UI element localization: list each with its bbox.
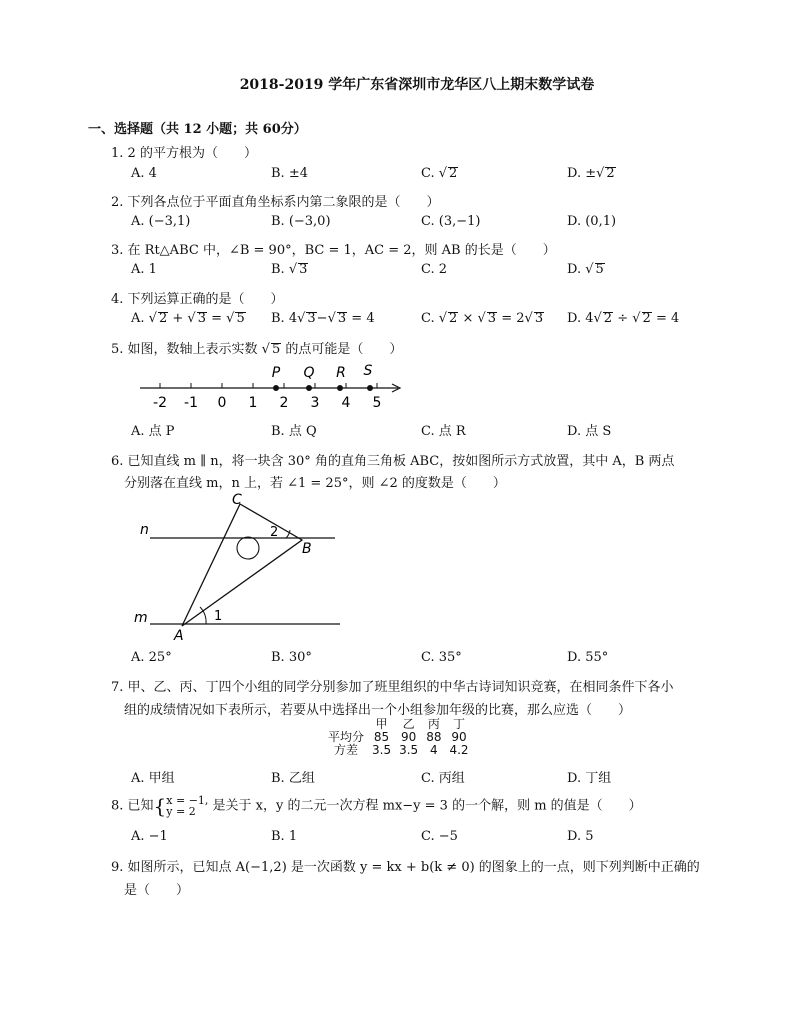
tick-label: 0	[217, 395, 227, 411]
q1-option-d: D. ±√ 2	[567, 166, 615, 181]
point-label: P	[271, 365, 281, 381]
row-label: 方差	[334, 743, 359, 757]
score-table	[324, 718, 473, 757]
tick-label: 2	[279, 395, 289, 411]
q2-option-d: D. (0,1)	[567, 214, 617, 229]
question-5-stem: 5. 如图，数轴上表示实数 √ 5 的点可能是（ ）	[111, 342, 403, 357]
q5-option-c: C. 点 R	[421, 424, 466, 439]
question-2-stem: 2. 下列各点位于平面直角坐标系内第二象限的是（ ）	[111, 195, 440, 210]
q3-option-b: B. √ 3	[271, 262, 308, 277]
question-8-stem: 8. 已知{x = −1, y = 2 是关于 x，y 的二元一次方程 mx−y = 3 的一个解，则 m 的值是（ ）	[111, 794, 642, 818]
table-header-cell: 乙	[402, 717, 415, 731]
row-label: 平均分	[328, 730, 365, 744]
q2-option-a: A. (−3,1)	[131, 214, 191, 229]
table-row: 方差 3.5 3.5 4 4.2	[324, 744, 473, 757]
label-c: C	[232, 492, 242, 508]
label-m: m	[134, 610, 148, 626]
section-heading: 一、选择题（共 12 小题；共 60分）	[88, 122, 307, 137]
question-7-stem-line2: 组的成绩情况如下表所示，若要从中选择出一个小组参加年级的比赛，那么应选（ ）	[124, 703, 632, 718]
table-header-cell: 丙	[427, 717, 440, 731]
q5-option-a: A. 点 P	[131, 424, 175, 439]
q8-option-b: B. 1	[271, 829, 298, 844]
q3-option-c: C. 2	[421, 262, 448, 277]
q7-option-c: C. 丙组	[421, 771, 465, 786]
label-a: A	[174, 628, 184, 642]
question-7-stem-line1: 7. 甲、乙、丙、丁四个小组的同学分别参加了班里组织的中华古诗词知识竞赛，在相同条件下各小	[111, 680, 674, 695]
q1-option-c: C. √ 2	[421, 166, 458, 181]
q5-option-d: D. 点 S	[567, 424, 612, 439]
point-label: R	[336, 365, 346, 381]
q4-option-c: C. √ 2 × √ 3 = 2√ 3	[421, 311, 544, 326]
page-title: 2018-2019 学年广东省深圳市龙华区八上期末数学试卷	[239, 77, 595, 93]
q4-option-a: A. √ 2 + √ 3 = √ 5	[131, 311, 245, 326]
label-1: 1	[214, 609, 223, 624]
number-line-ticks	[160, 383, 377, 388]
q7-option-d: D. 丁组	[567, 771, 612, 786]
q2-option-c: C. (3,−1)	[421, 214, 481, 229]
q4-option-b: B. 4√ 3−√ 3 = 4	[271, 311, 375, 326]
q1-option-b: B. ±4	[271, 166, 308, 181]
q6-option-a: A. 25°	[131, 650, 172, 665]
q3-option-d: D. √ 5	[567, 262, 604, 277]
question-9-stem-line2: 是（ ）	[124, 883, 190, 898]
number-line-figure	[130, 358, 410, 414]
tick-label: 3	[310, 395, 320, 411]
triangle-hole	[237, 537, 259, 559]
q2-option-b: B. (−3,0)	[271, 214, 331, 229]
point-q	[306, 385, 312, 391]
question-4-stem: 4. 下列运算正确的是（ ）	[111, 292, 284, 307]
q6-option-b: B. 30°	[271, 650, 312, 665]
table-header-cell: 甲	[375, 717, 388, 731]
tick-label: 5	[372, 395, 382, 411]
point-label: Q	[303, 365, 315, 381]
question-6-stem-line2: 分别落在直线 m，n 上，若 ∠1 = 25°，则 ∠2 的度数是（ ）	[124, 476, 506, 491]
q6-option-c: C. 35°	[421, 650, 462, 665]
q5-option-b: B. 点 Q	[271, 424, 317, 439]
q7-option-b: B. 乙组	[271, 771, 315, 786]
point-p	[273, 385, 279, 391]
tick-label: 4	[341, 395, 351, 411]
label-2: 2	[270, 525, 279, 540]
q8-option-a: A. −1	[131, 829, 168, 844]
label-b: B	[302, 541, 312, 557]
q8-option-d: D. 5	[567, 829, 594, 844]
table-header-cell: 丁	[453, 717, 466, 731]
label-n: n	[140, 522, 149, 538]
q4-option-d: D. 4√ 2 ÷ √ 2 = 4	[567, 311, 680, 326]
question-9-stem-line1: 9. 如图所示，已知点 A(−1,2) 是一次函数 y = kx + b(k ≠ 0) 的图象上的一点，则下列判断中正确的	[111, 860, 700, 875]
question-3-stem: 3. 在 Rt△ABC 中，∠B = 90°，BC = 1，AC = 2，则 AB 的长是（ ）	[111, 243, 556, 258]
q6-option-d: D. 55°	[567, 650, 609, 665]
table-row: 平均分 85 90 88 90	[324, 731, 473, 744]
point-r	[337, 385, 343, 391]
q3-option-a: A. 1	[131, 262, 157, 277]
question-1-stem: 1. 2 的平方根为（ ）	[111, 146, 257, 161]
point-s	[367, 385, 373, 391]
point-label: S	[363, 363, 373, 379]
q1-option-a: A. 4	[131, 166, 157, 181]
triangle-figure	[130, 490, 340, 642]
q7-option-a: A. 甲组	[131, 771, 175, 786]
tick-label: 1	[248, 395, 258, 411]
q8-option-c: C. −5	[421, 829, 458, 844]
tick-label: -1	[184, 395, 198, 411]
question-6-stem-line1: 6. 已知直线 m ∥ n，将一块含 30° 角的直角三角板 ABC，按如图所示方式放置，其中 A，B 两点	[111, 454, 675, 469]
tick-label: -2	[153, 395, 167, 411]
